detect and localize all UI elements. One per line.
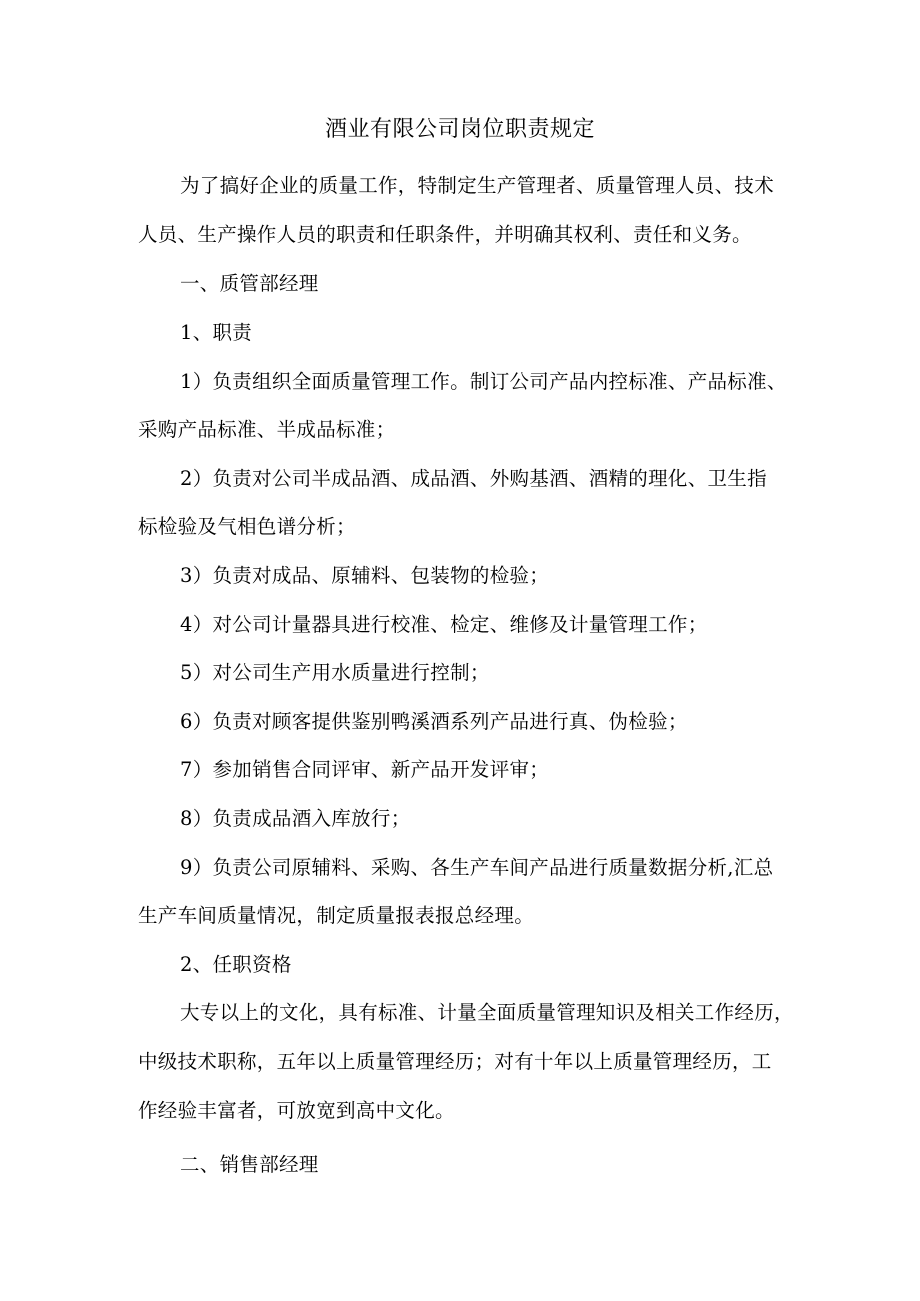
qualifications-line-3: 作经验丰富者，可放宽到高中文化。 <box>138 1099 455 1122</box>
duty-4: 4）对公司计量器具进行校准、检定、维修及计量管理工作； <box>180 613 708 636</box>
duty-9-line-2: 生产车间质量情况，制定质量报表报总经理。 <box>138 904 535 927</box>
qualifications-heading: 2、任职资格 <box>180 953 292 976</box>
duty-2-line-1: 2）负责对公司半成品酒、成品酒、外购基酒、酒精的理化、卫生指 <box>180 467 767 490</box>
duty-2-line-2: 标检验及气相色谱分析； <box>138 515 356 538</box>
intro-line-1: 为了搞好企业的质量工作，特制定生产管理者、质量管理人员、技术 <box>180 174 775 197</box>
duty-8: 8）负责成品酒入库放行； <box>180 807 411 830</box>
duty-9-line-1: 9）负责公司原辅料、采购、各生产车间产品进行质量数据分析,汇总 <box>180 856 774 879</box>
duty-1-line-2: 采购产品标准、半成品标准； <box>138 418 396 441</box>
duty-7: 7）参加销售合同评审、新产品开发评审； <box>180 758 550 781</box>
qualifications-line-1: 大专以上的文化，具有标准、计量全面质量管理知识及相关工作经历， <box>180 1001 794 1024</box>
duty-1-line-1: 1）负责组织全面质量管理工作。制订公司产品内控标准、产品标准、 <box>180 370 787 393</box>
duty-5: 5）对公司生产用水质量进行控制； <box>180 661 490 684</box>
document-title: 酒业有限公司岗位职责规定 <box>324 117 595 142</box>
intro-line-2: 人员、生产操作人员的职责和任职条件，并明确其权利、责任和义务。 <box>138 223 752 246</box>
duties-heading: 1、职责 <box>180 321 253 344</box>
section-heading-sales-manager: 二、销售部经理 <box>180 1153 319 1176</box>
section-heading-quality-manager: 一、质管部经理 <box>180 272 319 295</box>
qualifications-line-2: 中级技术职称，五年以上质量管理经历；对有十年以上质量管理经历，工 <box>138 1050 772 1073</box>
duty-6: 6）负责对顾客提供鉴别鸭溪酒系列产品进行真、伪检验； <box>180 710 688 733</box>
duty-3: 3）负责对成品、原辅料、包装物的检验； <box>180 564 550 587</box>
